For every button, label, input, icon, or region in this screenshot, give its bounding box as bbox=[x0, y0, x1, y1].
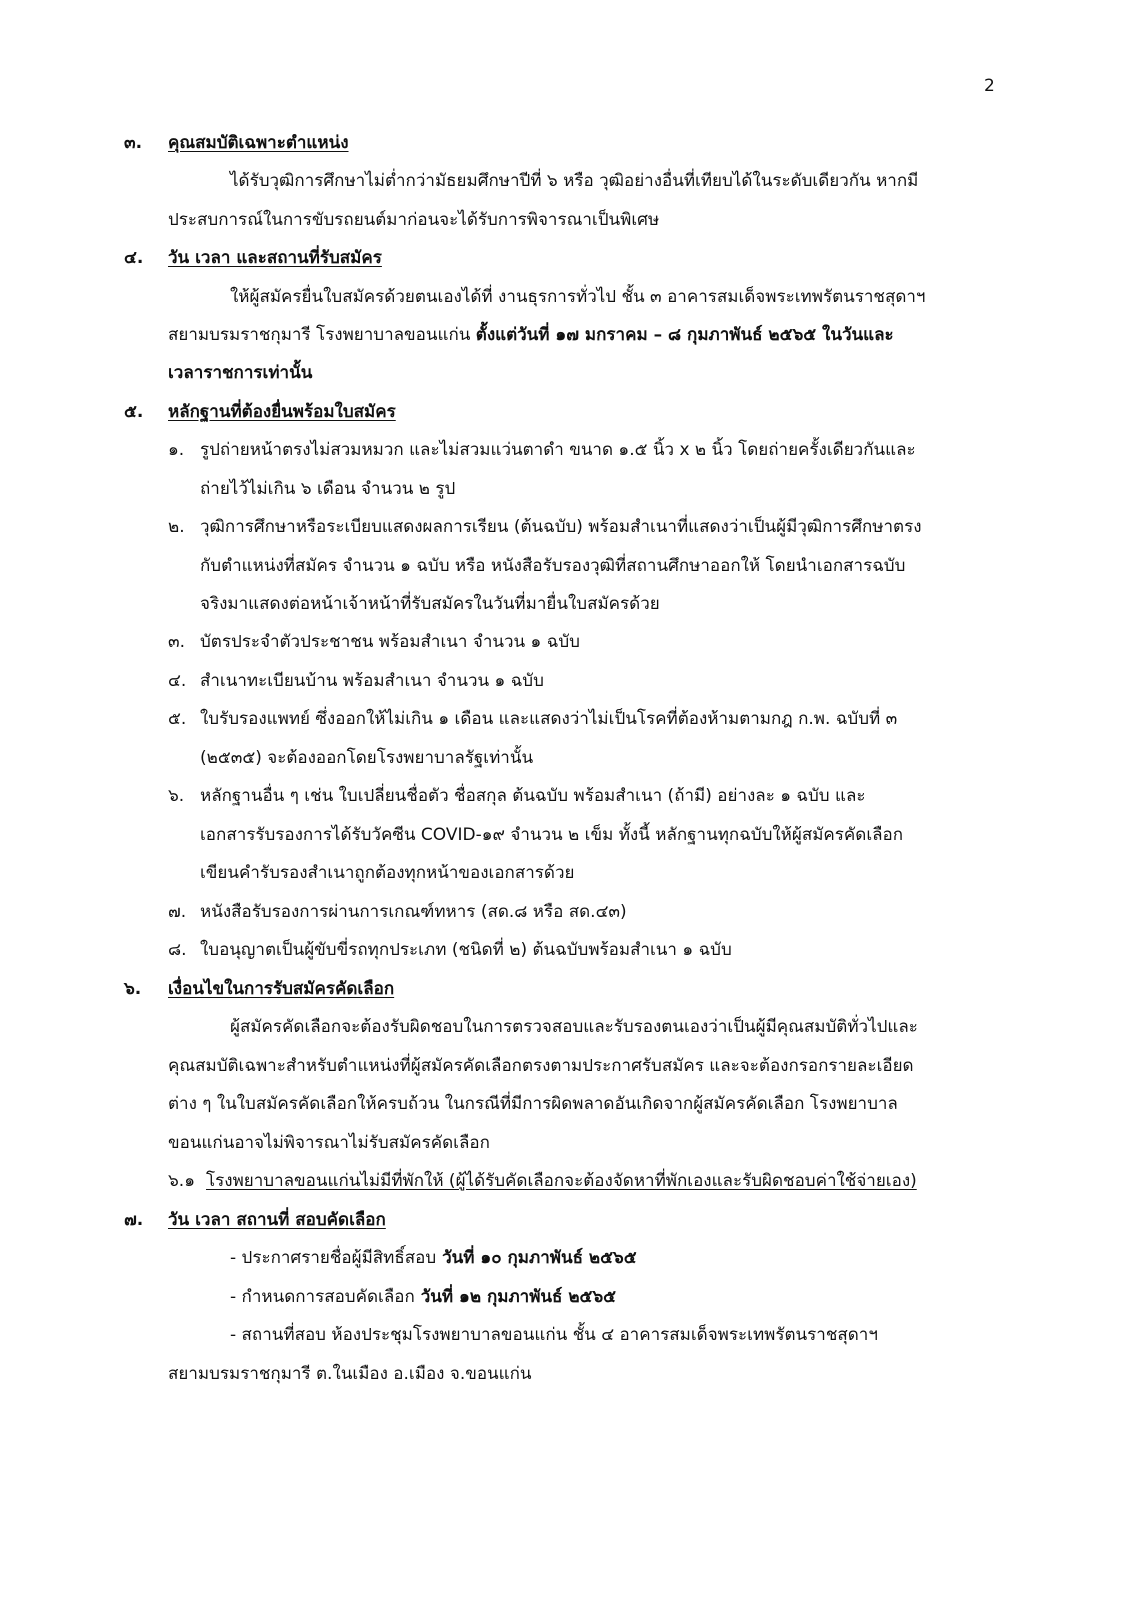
section-6-line: ขอนแก่นอาจไม่พิจารณาไม่รับสมัครคัดเลือก bbox=[168, 1133, 490, 1153]
section-3-line: ได้รับวุฒิการศึกษาไม่ต่ำกว่ามัธยมศึกษาปีที่ ๖ หรือ วุฒิอย่างอื่นที่เทียบได้ในระดับเดียวกัน หากมี bbox=[230, 171, 919, 191]
list-item-number: ๔. bbox=[168, 671, 187, 691]
exam-location: - สถานที่สอบ ห้องประชุมโรงพยาบาลขอนแก่น ชั้น ๔ อาคารสมเด็จพระเทพรัตนราชสุดาฯ bbox=[230, 1325, 878, 1345]
list-item-text: จริงมาแสดงต่อหน้าเจ้าหน้าที่รับสมัครในวันที่มายื่นใบสมัครด้วย bbox=[200, 594, 660, 614]
list-item-text: สำเนาทะเบียนบ้าน พร้อมสำเนา จำนวน ๑ ฉบับ bbox=[200, 671, 544, 691]
schedule-date: วันที่ ๑๐ กุมภาพันธ์ ๒๕๖๕ bbox=[442, 1248, 637, 1268]
section-5-heading: หลักฐานที่ต้องยื่นพร้อมใบสมัคร bbox=[168, 402, 396, 422]
list-item-number: ๕. bbox=[168, 709, 187, 729]
list-item-text: เอกสารรับรองการได้รับวัคซีน COVID-๑๙ จำนวน ๒ เข็ม ทั้งนี้ หลักฐานทุกฉบับให้ผู้สมัครคัดเลือก bbox=[200, 825, 904, 845]
application-period: ตั้งแต่วันที่ ๑๗ มกราคม – ๘ กุมภาพันธ์ ๒๕๖๕ ในวันและ bbox=[475, 325, 894, 345]
schedule-date: วันที่ ๑๒ กุมภาพันธ์ ๒๕๖๕ bbox=[420, 1287, 617, 1307]
list-item-number: ๖. bbox=[168, 786, 185, 806]
section-6-heading: เงื่อนไขในการรับสมัครคัดเลือก bbox=[168, 979, 395, 999]
list-item-text: (๒๕๓๕) จะต้องออกโดยโรงพยาบาลรัฐเท่านั้น bbox=[200, 748, 534, 768]
schedule-item bbox=[230, 1284, 616, 1310]
section-4-number: ๔. bbox=[124, 248, 144, 268]
section-6-number: ๖. bbox=[124, 979, 142, 999]
section-4-heading: วัน เวลา และสถานที่รับสมัคร bbox=[168, 248, 382, 268]
section-4-line: ให้ผู้สมัครยื่นใบสมัครด้วยตนเองได้ที่ งานธุรการทั่วไป ชั้น ๓ อาคารสมเด็จพระเทพรัตนราชสุดาฯ bbox=[230, 287, 926, 307]
section-7-number: ๗. bbox=[124, 1210, 144, 1230]
list-item-number: ๒. bbox=[168, 517, 185, 537]
list-item-text: ใบอนุญาตเป็นผู้ขับขี่รถทุกประเภท (ชนิดที่ ๒) ต้นฉบับพร้อมสำเนา ๑ ฉบับ bbox=[200, 940, 732, 960]
list-item-text: กับตำแหน่งที่สมัคร จำนวน ๑ ฉบับ หรือ หนังสือรับรองวุฒิที่สถานศึกษาออกให้ โดยนำเอกสารฉบับ bbox=[200, 556, 906, 576]
schedule-item bbox=[230, 1245, 637, 1271]
exam-location: สยามบรมราชกุมารี ต.ในเมือง อ.เมือง จ.ขอนแก่น bbox=[168, 1364, 532, 1384]
schedule-label: - กำหนดการสอบคัดเลือก bbox=[230, 1287, 415, 1307]
list-item-number: ๘. bbox=[168, 940, 187, 960]
schedule-label: - ประกาศรายชื่อผู้มีสิทธิ์สอบ bbox=[230, 1248, 437, 1268]
section-4-line: เวลาราชการเท่านั้น bbox=[168, 363, 313, 383]
section-6-line: ต่าง ๆ ในใบสมัครคัดเลือกให้ครบถ้วน ในกรณีที่มีการผิดพลาดอันเกิดจากผู้สมัครคัดเลือก โรงพยาบาล bbox=[168, 1094, 898, 1114]
section-3-heading: คุณสมบัติเฉพาะตำแหน่ง bbox=[168, 133, 349, 153]
list-item-text: หลักฐานอื่น ๆ เช่น ใบเปลี่ยนชื่อตัว ชื่อสกุล ต้นฉบับ พร้อมสำเนา (ถ้ามี) อย่างละ ๑ ฉบับ และ bbox=[200, 786, 866, 806]
section-6-line: ผู้สมัครคัดเลือกจะต้องรับผิดชอบในการตรวจสอบและรับรองตนเองว่าเป็นผู้มีคุณสมบัติทั่วไปและ bbox=[230, 1017, 918, 1037]
no-accommodation-note: โรงพยาบาลขอนแก่นไม่มีที่พักให้ (ผู้ได้รับคัดเลือกจะต้องจัดหาที่พักเองและรับผิดชอบค่าใช้จ่ายเอง) bbox=[206, 1171, 917, 1191]
list-item-text: ถ่ายไว้ไม่เกิน ๖ เดือน จำนวน ๒ รูป bbox=[200, 479, 456, 499]
list-item-number: ๗. bbox=[168, 902, 187, 922]
section-4-line-normal: สยามบรมราชกุมารี โรงพยาบาลขอนแก่น bbox=[168, 325, 476, 345]
list-item-text: เขียนคำรับรองสำเนาถูกต้องทุกหน้าของเอกสารด้วย bbox=[200, 863, 575, 883]
list-item-text: หนังสือรับรองการผ่านการเกณฑ์ทหาร (สด.๘ หรือ สด.๔๓) bbox=[200, 902, 627, 922]
list-item-text: บัตรประจำตัวประชาชน พร้อมสำเนา จำนวน ๑ ฉบับ bbox=[200, 632, 580, 652]
list-item-number: ๓. bbox=[168, 632, 186, 652]
section-4-line bbox=[168, 322, 894, 348]
section-7-heading: วัน เวลา สถานที่ สอบคัดเลือก bbox=[168, 1210, 386, 1230]
section-3-number: ๓. bbox=[124, 133, 143, 153]
page-number: 2 bbox=[984, 76, 995, 96]
list-item-text: ใบรับรองแพทย์ ซึ่งออกให้ไม่เกิน ๑ เดือน และแสดงว่าไม่เป็นโรคที่ต้องห้ามตามกฎ ก.พ. ฉบับที่ ๓ bbox=[200, 709, 898, 729]
list-item-number: ๑. bbox=[168, 440, 185, 460]
list-item-text: รูปถ่ายหน้าตรงไม่สวมหมวก และไม่สวมแว่นตาดำ ขนาด ๑.๕ นิ้ว x ๒ นิ้ว โดยถ่ายครั้งเดียวกันและ bbox=[200, 440, 916, 460]
list-item-text: วุฒิการศึกษาหรือระเบียบแสดงผลการเรียน (ต้นฉบับ) พร้อมสำเนาที่แสดงว่าเป็นผู้มีวุฒิการศึกษาตรง bbox=[200, 517, 922, 537]
section-5-number: ๕. bbox=[124, 402, 144, 422]
subsection-number: ๖.๑ bbox=[168, 1171, 195, 1191]
section-6-line: คุณสมบัติเฉพาะสำหรับตำแหน่งที่ผู้สมัครคัดเลือกตรงตามประกาศรับสมัคร และจะต้องกรอกรายละเอียด bbox=[168, 1056, 914, 1076]
section-3-line: ประสบการณ์ในการขับรถยนต์มาก่อนจะได้รับการพิจารณาเป็นพิเศษ bbox=[168, 210, 660, 230]
